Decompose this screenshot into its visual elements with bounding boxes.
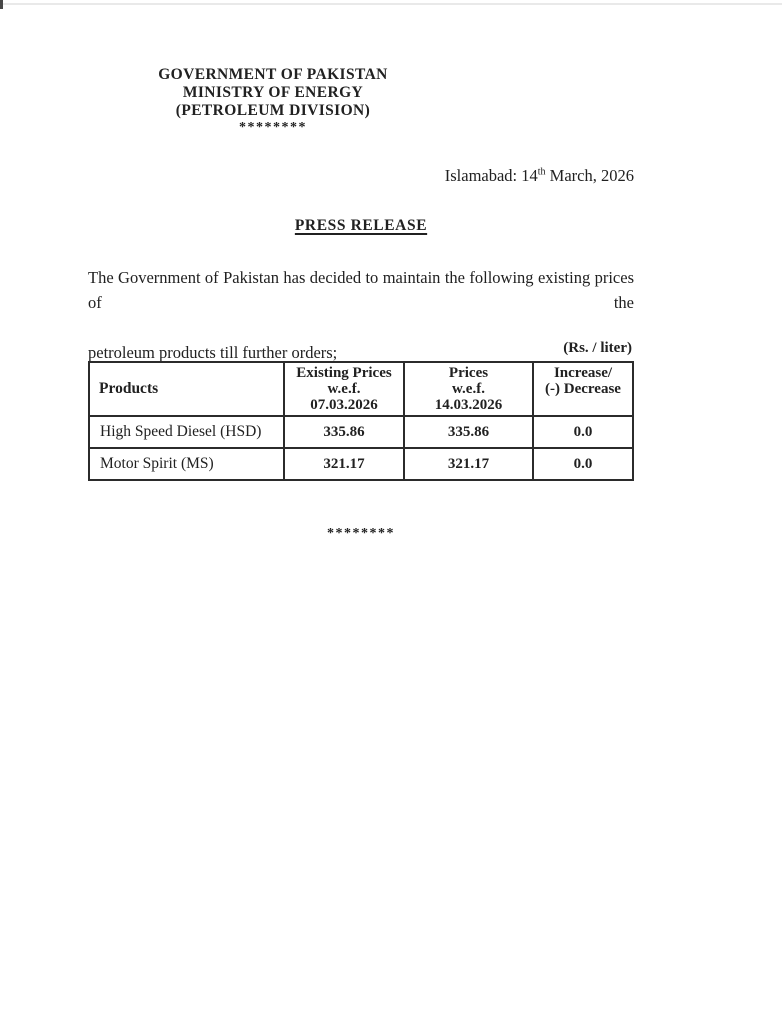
scan-artifact-corner: [0, 0, 3, 9]
column-header-prices-line3: 14.03.2026: [434, 397, 503, 413]
column-header-change-line1: Increase/: [553, 365, 613, 381]
column-header-change: [533, 362, 633, 416]
dateline-city-day: Islamabad: 14: [444, 166, 538, 185]
existing-price-value: 335.86: [284, 416, 404, 448]
column-header-existing-line2: w.e.f.: [327, 381, 361, 397]
column-header-change-line2: (-) Decrease: [545, 381, 621, 397]
dateline-ordinal: th: [537, 166, 546, 178]
press-release-title: PRESS RELEASE: [294, 217, 428, 234]
new-price-value: 335.86: [404, 416, 533, 448]
unit-label: (Rs. / liter): [563, 340, 632, 356]
dateline: [88, 166, 634, 186]
table-header-row: [89, 362, 633, 416]
header-ministry: MINISTRY OF ENERGY: [182, 84, 364, 101]
scan-artifact-line: [0, 3, 782, 5]
column-header-prices-line1: Prices: [448, 365, 489, 381]
change-value: 0.0: [533, 448, 633, 480]
change-value: 0.0: [533, 416, 633, 448]
prices-table: [88, 361, 634, 481]
column-header-products: Products: [89, 362, 284, 416]
table-row-hsd: [89, 416, 633, 448]
column-header-existing-line1: Existing Prices: [296, 365, 392, 381]
column-header-existing-prices: [284, 362, 404, 416]
body-paragraph-line-2: petroleum products till further orders;: [88, 343, 338, 362]
column-header-existing-line3: 07.03.2026: [310, 397, 378, 413]
document-header: [0, 66, 546, 136]
header-stars-separator: ********: [239, 120, 307, 135]
footer-stars-separator: ********: [327, 526, 395, 541]
body-paragraph-line-1: The Government of Pakistan has decided to maintain the following existing prices of the: [88, 268, 634, 312]
column-header-prices-line2: w.e.f.: [452, 381, 485, 397]
existing-price-value: 321.17: [284, 448, 404, 480]
product-name: Motor Spirit (MS): [89, 448, 284, 480]
header-division: (PETROLEUM DIVISION): [175, 102, 371, 119]
header-government: GOVERNMENT OF PAKISTAN: [158, 66, 388, 83]
dateline-rest: March, 2026: [545, 166, 634, 185]
column-header-prices: [404, 362, 533, 416]
new-price-value: 321.17: [404, 448, 533, 480]
product-name: High Speed Diesel (HSD): [89, 416, 284, 448]
table-row-ms: [89, 448, 633, 480]
